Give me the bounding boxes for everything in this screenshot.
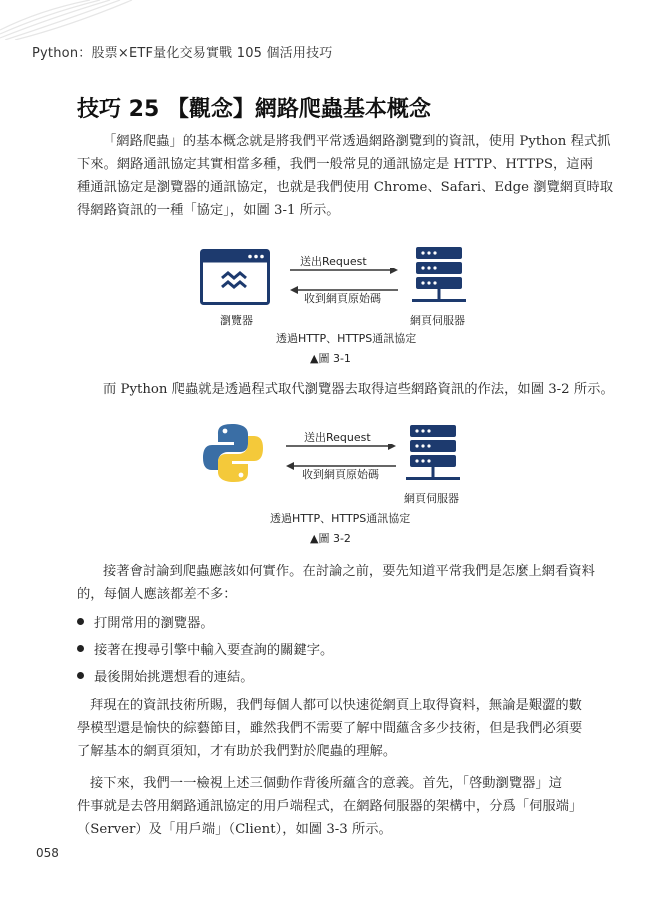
paragraph-line: 的，每個人應該都差不多：: [77, 587, 237, 602]
page-number: 058: [36, 846, 59, 860]
list-item-text: 接著在搜尋引擎中輸入要查詢的關鍵字。: [94, 643, 334, 658]
server-icon: [406, 424, 464, 488]
paragraph-line: 「網路爬蟲」的基本概念就是將我們平常透過網路瀏覽到的資訊，使用 Python 程式抓: [103, 134, 611, 149]
paragraph-intro: [77, 130, 614, 222]
paragraph-line: 而 Python 爬蟲就是透過程式取代瀏覽器去取得這些網路資訊的作法，如圖 3-2 所示。: [103, 382, 614, 397]
paragraph-line: 接著會討論到爬蟲應該如何實作。在討論之前，要先知道平常我們是怎麼上網看資料: [103, 564, 595, 579]
figure-caption: ▲圖 3-1: [310, 352, 351, 365]
server-icon: [412, 246, 470, 310]
paragraph-line: 學模型還是愉快的綜藝節目，雖然我們不需要了解中間蘊含多少技術，但是我們必須要: [77, 721, 583, 736]
figure-caption: ▲圖 3-2: [310, 532, 351, 545]
bullet-icon: [77, 618, 84, 625]
paragraph-client-server: [77, 772, 587, 841]
figure-3-1: [190, 244, 480, 356]
response-label: 收到網頁原始碼: [302, 468, 379, 481]
protocol-label: 透過HTTP、HTTPS通訊協定: [276, 332, 417, 345]
protocol-label: 透過HTTP、HTTPS通訊協定: [270, 512, 411, 525]
browser-label: 瀏覽器: [220, 314, 253, 327]
bullet-icon: [77, 672, 84, 679]
list-item-text: 最後開始挑選想看的連結。: [94, 670, 254, 685]
paragraph-information-tech: [77, 694, 587, 763]
paragraph-line: 接下來，我們一一檢視上述三個動作背後所蘊含的意義。首先，「啓動瀏覽器」這: [90, 776, 563, 791]
server-label: 網頁伺服器: [410, 314, 465, 327]
decorative-corner-graphic: [0, 0, 140, 40]
list-item-text: 打開常用的瀏覽器。: [94, 616, 214, 631]
figure-3-2: [190, 420, 480, 526]
paragraph-line: 下來。網路通訊協定其實相當多種，我們一般常見的通訊協定是 HTTP、HTTPS，這兩: [77, 157, 593, 172]
paragraph-line: 件事就是去啓用網路通訊協定的用戶端程式，在網路伺服器的架構中，分爲「伺服端」: [77, 799, 583, 814]
paragraph-python-crawler: [77, 378, 614, 401]
paragraph-line: （Server）及「用戶端」（Client），如圖 3-3 所示。: [77, 822, 392, 837]
list-item: [77, 666, 254, 685]
list-item: [77, 639, 333, 658]
paragraph-line: 了解基本的網頁須知，才有助於我們對於爬蟲的理解。: [77, 744, 397, 759]
paragraph-line: 得網路資訊的一種「協定」，如圖 3-1 所示。: [77, 203, 340, 218]
python-logo-icon: [202, 422, 264, 484]
request-label: 送出Request: [300, 255, 367, 268]
response-label: 收到網頁原始碼: [304, 292, 381, 305]
paragraph-line: 種通訊協定是瀏覽器的通訊協定，也就是我們使用 Chrome、Safari、Edge 瀏覽網頁時取: [77, 180, 614, 195]
paragraph-implementation: [77, 560, 595, 606]
chapter-title: 技巧 25 【觀念】網路爬蟲基本概念: [77, 97, 431, 122]
paragraph-line: 拜現在的資訊技術所賜，我們每個人都可以快速從網頁上取得資料，無論是艱澀的數: [90, 698, 582, 713]
running-header: Python：股票×ETF量化交易實戰 105 個活用技巧: [32, 46, 333, 61]
server-label: 網頁伺服器: [404, 492, 459, 505]
request-label: 送出Request: [304, 431, 371, 444]
list-item: [77, 612, 214, 631]
bullet-icon: [77, 645, 84, 652]
browser-window-icon: [200, 249, 270, 305]
